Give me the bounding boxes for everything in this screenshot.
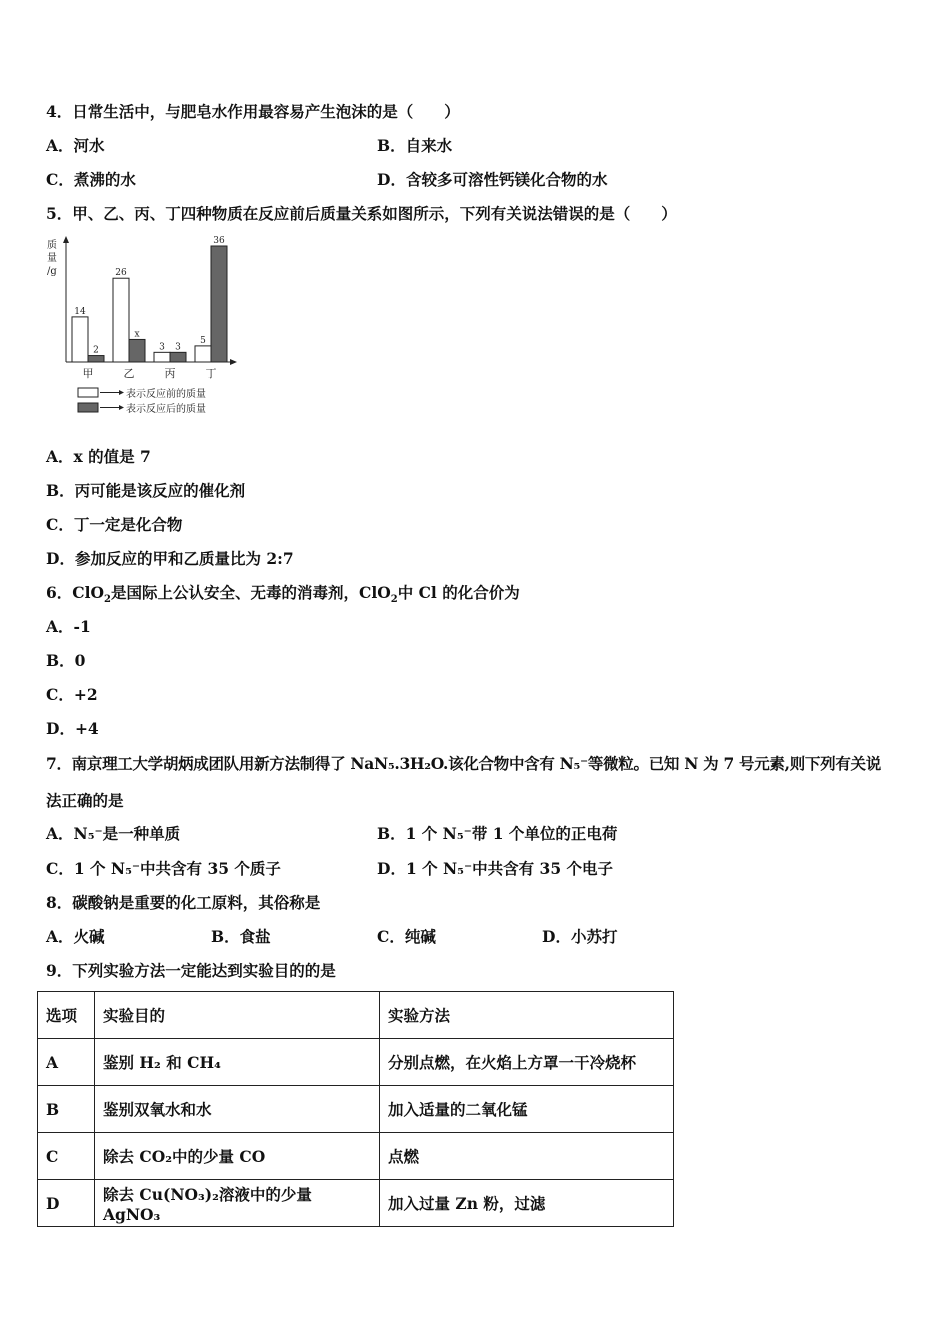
q8-option-a: A．火碱 xyxy=(46,927,105,946)
row-method: 点燃 xyxy=(380,1133,674,1180)
header-option: 选项 xyxy=(38,992,95,1039)
legend-arrow-head xyxy=(119,390,124,395)
table-row xyxy=(38,1180,674,1227)
category-label: 甲 xyxy=(82,367,94,380)
q7-stem-line1: 7．南京理工大学胡炳成团队用新方法制得了 NaN₅.3H₂O.该化合物中含有 N₅⁻等微粒。已知 N 为 7 号元素,则下列有关说 xyxy=(46,754,881,773)
bar-value-label: 5 xyxy=(200,335,206,346)
q7-option-d: D．1 个 N₅⁻中共含有 35 个电子 xyxy=(377,859,614,878)
q6-option-c: C．+2 xyxy=(46,685,98,704)
q6-option-a: A．-1 xyxy=(46,617,91,636)
q4-stem: 4．日常生活中，与肥皂水作用最容易产生泡沫的是（ ） xyxy=(46,102,460,121)
experiment-table xyxy=(37,991,674,1227)
row-option: C xyxy=(38,1133,95,1180)
bar-value-label: 14 xyxy=(74,306,86,317)
q6-option-d: D．+4 xyxy=(46,719,99,738)
q5-option-a: A．x 的值是 7 xyxy=(46,447,151,466)
bar-value-label: 2 xyxy=(93,345,99,356)
row-purpose: 鉴别双氧水和水 xyxy=(95,1086,380,1133)
bar-before xyxy=(72,317,88,362)
bar-after xyxy=(170,352,186,362)
q8-option-d: D．小苏打 xyxy=(542,927,618,946)
q8-option-b: B．食盐 xyxy=(211,927,271,946)
row-purpose: 除去 Cu(NO₃)₂溶液中的少量 AgNO₃ xyxy=(95,1180,380,1227)
legend-swatch xyxy=(78,388,98,397)
bar-value-label: 36 xyxy=(213,236,225,246)
row-option: A xyxy=(38,1039,95,1086)
q4-option-d: D．含较多可溶性钙镁化合物的水 xyxy=(377,170,608,189)
q7-option-c: C．1 个 N₅⁻中共含有 35 个质子 xyxy=(46,859,281,878)
chart-ylabel: 质量/g xyxy=(47,240,57,277)
category-label: 乙 xyxy=(123,367,135,380)
q6-stem-post: 中 Cl 的化合价为 xyxy=(397,583,520,602)
q9-stem: 9．下列实验方法一定能达到实验目的的是 xyxy=(46,961,336,980)
q7-option-a: A．N₅⁻是一种单质 xyxy=(46,824,181,843)
table-row xyxy=(38,1039,674,1086)
mass-bar-chart xyxy=(44,232,244,422)
q6-stem-pre: 6．ClO xyxy=(46,583,105,602)
y-axis-arrow xyxy=(63,236,69,243)
bar-before xyxy=(154,352,170,362)
category-label: 丙 xyxy=(164,367,176,380)
q5-stem: 5．甲、乙、丙、丁四种物质在反应前后质量关系如图所示，下列有关说法错误的是（ ） xyxy=(46,204,677,223)
bar-after xyxy=(88,356,104,362)
q5-option-c: C．丁一定是化合物 xyxy=(46,515,183,534)
q4-option-a: A．河水 xyxy=(46,136,105,155)
q6-sub-2: 2 xyxy=(390,594,398,606)
bar-before xyxy=(195,346,211,362)
x-axis-arrow xyxy=(230,359,237,365)
row-purpose: 除去 CO₂中的少量 CO xyxy=(95,1133,380,1180)
q4-option-c: C．煮沸的水 xyxy=(46,170,136,189)
q5-option-d: D．参加反应的甲和乙质量比为 2:7 xyxy=(46,549,294,568)
q8-option-c: C．纯碱 xyxy=(377,927,436,946)
bar-value-label: 3 xyxy=(175,342,181,353)
q5-option-b: B．丙可能是该反应的催化剂 xyxy=(46,481,246,500)
q7-stem-line2: 法正确的是 xyxy=(46,791,124,810)
q6-sub-1: 2 xyxy=(104,594,111,606)
table-row xyxy=(38,1086,674,1133)
row-option: B xyxy=(38,1086,95,1133)
legend-arrow-head xyxy=(119,405,124,410)
table-header-row xyxy=(38,992,674,1039)
table-row xyxy=(38,1133,674,1180)
legend-label: 表示反应后的质量 xyxy=(126,404,206,415)
bar-value-label: 3 xyxy=(159,342,165,353)
header-purpose: 实验目的 xyxy=(95,992,380,1039)
header-method: 实验方法 xyxy=(380,992,674,1039)
q8-stem: 8．碳酸钠是重要的化工原料，其俗称是 xyxy=(46,893,321,912)
legend-label: 表示反应前的质量 xyxy=(126,389,206,400)
q4-option-b: B．自来水 xyxy=(377,136,453,155)
row-method: 分别点燃，在火焰上方罩一干冷烧杯 xyxy=(380,1039,674,1086)
row-method: 加入适量的二氧化锰 xyxy=(380,1086,674,1133)
q7-option-b: B．1 个 N₅⁻带 1 个单位的正电荷 xyxy=(377,824,618,843)
q6-option-b: B．0 xyxy=(46,651,86,670)
bar-value-label: 26 xyxy=(115,268,127,279)
q6-stem xyxy=(46,583,520,606)
legend-swatch xyxy=(78,403,98,412)
row-option: D xyxy=(38,1180,95,1227)
row-method: 加入过量 Zn 粉，过滤 xyxy=(380,1180,674,1227)
bar-before xyxy=(113,278,129,362)
bar-after xyxy=(129,339,145,362)
bar-after xyxy=(211,246,227,362)
category-label: 丁 xyxy=(205,367,217,380)
row-purpose: 鉴别 H₂ 和 CH₄ xyxy=(95,1039,380,1086)
bar-value-label: x xyxy=(134,329,140,340)
q6-stem-mid: 是国际上公认安全、无毒的消毒剂，ClO xyxy=(110,583,391,602)
